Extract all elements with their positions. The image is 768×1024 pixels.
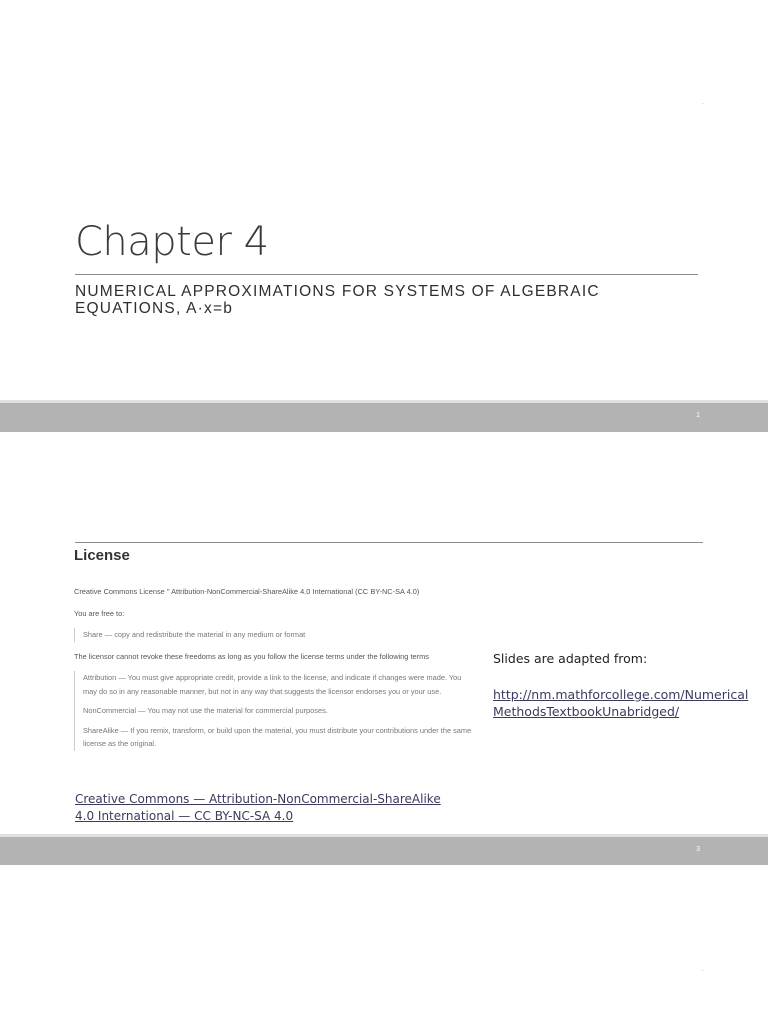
license-screenshot xyxy=(74,585,474,759)
attribution-text: Attribution — You must give appropriate credit, provide a link to the license, and indicate if changes were made. You may do so in any reasonable manner, but not in any way that suggests the licensor endorses you or your use. xyxy=(83,673,462,696)
adapted-from-label: Slides are adapted from: xyxy=(493,651,648,666)
slide-license xyxy=(0,432,768,834)
corner-mark: . xyxy=(702,100,704,106)
page-number: 3 xyxy=(696,846,700,853)
title-divider xyxy=(75,274,698,275)
chapter-subtitle: NUMERICAL APPROXIMATIONS FOR SYSTEMS OF ALGEBRAIC EQUATIONS, A·x=b xyxy=(75,283,600,317)
share-text: Share — copy and redistribute the material in any medium or format xyxy=(83,630,306,639)
cc-license-link[interactable]: Creative Commons — Attribution-NonCommercial-ShareAlike 4.0 International — CC BY-NC-SA 4.0 xyxy=(75,792,441,823)
noncommercial-text: NonCommercial — You may not use the material for commercial purposes. xyxy=(83,706,328,715)
license-line: Creative Commons License " Attribution-NonCommercial-ShareAlike 4.0 International (CC BY-NC-SA 4.0) xyxy=(74,587,420,596)
free-to-text: You are free to: xyxy=(74,608,125,618)
chapter-title: Chapter 4 xyxy=(75,219,269,265)
sharealike-text: ShareAlike — If you remix, transform, or build upon the material, you must distribute your contributions under the same license as the original. xyxy=(83,725,472,748)
license-divider xyxy=(75,542,703,543)
share-quote xyxy=(74,628,474,642)
license-heading: License xyxy=(74,547,130,564)
slide-title xyxy=(0,0,768,402)
source-url-link[interactable]: http://nm.mathforcollege.com/NumericalMethodsTextbookUnabridged/ xyxy=(493,687,749,719)
page-number: 1 xyxy=(696,412,700,419)
cannot-revoke-text: The licensor cannot revoke these freedoms as long as you follow the license terms under the following terms xyxy=(74,651,429,661)
corner-mark: . xyxy=(702,967,704,973)
slide-separator-bar xyxy=(0,400,768,432)
slide-next xyxy=(0,865,768,1024)
slide-separator-bar xyxy=(0,834,768,865)
terms-quote xyxy=(74,671,474,751)
